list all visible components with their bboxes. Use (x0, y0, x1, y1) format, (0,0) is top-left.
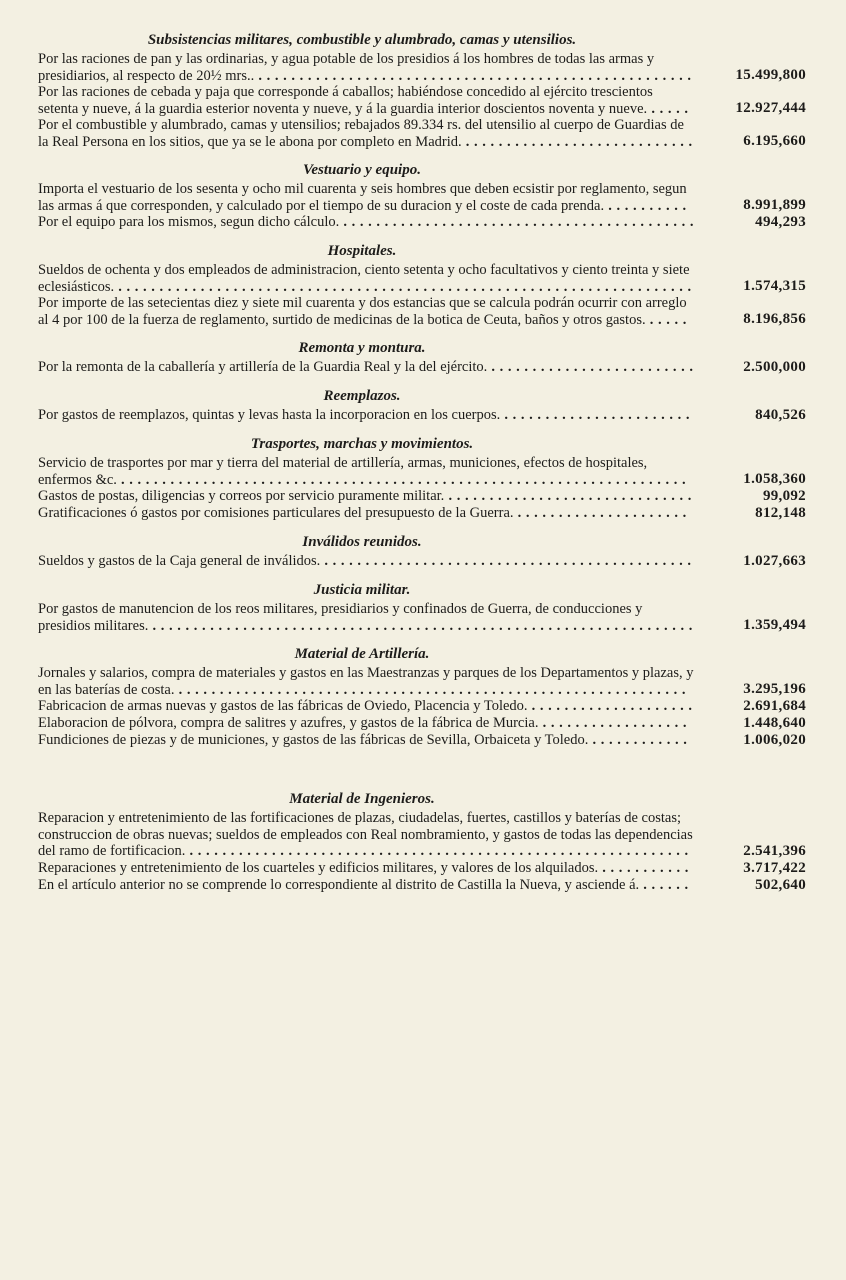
budget-section (38, 160, 806, 231)
budget-section (38, 30, 806, 150)
entry-description: Por gastos de manutencion de los reos militares, presidiarios y confinados de Guerra, de conducciones y presidios militares. . . . (38, 601, 693, 634)
budget-entry (38, 732, 806, 749)
entry-amount: 12.927,444 (735, 100, 806, 117)
entry-amount: 99,092 (762, 488, 806, 505)
section-heading: Vestuario y equipo. (303, 162, 421, 178)
budget-section (38, 532, 806, 570)
entry-text-wrapper (38, 488, 694, 505)
entry-text-wrapper (38, 810, 694, 860)
entry-text-wrapper (38, 505, 694, 522)
budget-entry (38, 84, 806, 117)
entry-text-wrapper (38, 665, 694, 698)
entry-amount: 2.500,000 (743, 359, 806, 376)
entry-text-wrapper (38, 698, 694, 715)
entry-amount: 1.359,494 (743, 617, 806, 634)
entry-amount: 8.991,899 (743, 197, 806, 214)
entry-description: Fabricacion de armas nuevas y gastos de las fábricas de Oviedo, Placencia y Toledo. . . . (38, 698, 693, 715)
budget-section (38, 338, 806, 376)
section-heading: Trasportes, marchas y movimientos. (250, 436, 474, 452)
budget-section (38, 789, 806, 894)
entry-text-wrapper (38, 214, 694, 231)
entry-amount: 15.499,800 (735, 67, 806, 84)
budget-entry (38, 488, 806, 505)
entry-description: Sueldos y gastos de la Caja general de inválidos. . . . (38, 553, 692, 570)
budget-entry (38, 455, 806, 488)
budget-entry (38, 262, 806, 295)
entry-amount: 3.717,422 (743, 860, 806, 877)
section-heading: Material de Artillería. (294, 646, 430, 662)
entry-description: Por el combustible y alumbrado, camas y utensilios; rebajados 89.334 rs. del utensilio al cuerpo de Guardias de la Real Persona en los sitios, que ya se le abona por completo en Madrid. . . . (38, 117, 693, 150)
entry-description: Por el equipo para los mismos, segun dicho cálculo. . . . (38, 214, 694, 231)
entry-text-wrapper (38, 359, 694, 376)
budget-entry (38, 877, 806, 894)
budget-section (38, 434, 806, 522)
entry-description: Por importe de las setecientas diez y siete mil cuarenta y dos estancias que se calcula podrán ocurrir con arreglo al 4 por 100 de la fuerza de reglamento, surtido de medicinas de la botica de Ceuta, baños y otros gastos. . . . (38, 295, 687, 328)
entry-amount: 1.006,020 (743, 732, 806, 749)
section-heading: Justicia militar. (313, 582, 411, 598)
section-heading: Subsistencias militares, combustible y alumbrado, camas y utensilios. (147, 32, 577, 48)
entry-amount: 6.195,660 (743, 133, 806, 150)
entry-amount: 840,526 (755, 407, 806, 424)
budget-entry (38, 810, 806, 860)
entry-description: Por la remonta de la caballería y artillería de la Guardia Real y la del ejército. . . . (38, 359, 694, 376)
entry-amount: 1.058,360 (743, 471, 806, 488)
entry-description: Fundiciones de piezas y de municiones, y gastos de las fábricas de Sevilla, Orbaiceta y Toledo. . . . (38, 732, 687, 749)
entry-description: Elaboracion de pólvora, compra de salitres y azufres, y gastos de la fábrica de Murcia. . . . (38, 715, 687, 732)
entry-amount: 3.295,196 (743, 681, 806, 698)
section-heading: Remonta y montura. (298, 340, 426, 356)
entry-description: Jornales y salarios, compra de materiales y gastos en las Maestranzas y parques de los Departamentos y plazas, y en las baterías de costa. . . . (38, 665, 694, 698)
entry-amount: 1.448,640 (743, 715, 806, 732)
entry-amount: 1.027,663 (743, 553, 806, 570)
entry-description: Reparaciones y entretenimiento de los cuarteles y edificios militares, y valores de los alquilados. . . . (38, 860, 689, 877)
budget-entry (38, 51, 806, 84)
entry-amount: 2.541,396 (743, 843, 806, 860)
entry-text-wrapper (38, 732, 694, 749)
budget-section (38, 644, 806, 749)
entry-description: Importa el vestuario de los sesenta y ocho mil cuarenta y seis hombres que deben ecsistir por reglamento, segun las armas á que corresponden, y calculado por el tiempo de su duracion y el coste de cada prenda. . . . (38, 181, 687, 214)
budget-entry (38, 665, 806, 698)
section-heading: Hospitales. (327, 243, 397, 259)
entry-text-wrapper (38, 553, 694, 570)
entry-text-wrapper (38, 295, 694, 328)
budget-entry (38, 715, 806, 732)
budget-entry (38, 601, 806, 634)
budget-entry (38, 860, 806, 877)
entry-text-wrapper (38, 877, 694, 894)
budget-entry (38, 359, 806, 376)
entry-text-wrapper (38, 181, 694, 214)
entry-description: Por las raciones de pan y las ordinarias, y agua potable de los presidios á los hombres de todas las armas y presidiarios, al respecto de 20½ mrs.. . . . (38, 51, 691, 84)
entry-description: Por las raciones de cebada y paja que corresponde á caballos; habiéndose concedido al ejército trescientos setenta y nueve, á la guardia esterior noventa y nueve, y á la guardia interior doscientos noventa y nueve. . . . (38, 84, 688, 117)
budget-section (38, 580, 806, 634)
entry-description: Servicio de trasportes por mar y tierra del material de artillería, armas, municiones, efectos de hospitales, enfermos &c. . . . (38, 455, 686, 488)
entry-text-wrapper (38, 407, 694, 424)
entry-description: Gratificaciones ó gastos por comisiones particulares del presupuesto de la Guerra. . . . (38, 505, 687, 522)
entry-text-wrapper (38, 117, 694, 150)
entry-amount: 8.196,856 (743, 311, 806, 328)
entry-amount: 2.691,684 (743, 698, 806, 715)
entry-text-wrapper (38, 860, 694, 877)
entry-description: En el artículo anterior no se comprende lo correspondiente al distrito de Castilla la Nueva, y asciende á. . . . (38, 877, 689, 894)
budget-section (38, 241, 806, 328)
budget-entry (38, 181, 806, 214)
budget-entry (38, 214, 806, 231)
entry-description: Gastos de postas, diligencias y correos por servicio puramente militar. . . . (38, 488, 692, 505)
section-gap (38, 759, 806, 789)
entry-description: Reparacion y entretenimiento de las fortificaciones de plazas, ciudadelas, fuertes, castillos y baterías de costas; construccion de obras nuevas; sueldos de empleados con Real nombramiento, y gastos de todas las dependencias del ramo de fortificacion. . . . (38, 810, 693, 860)
budget-entry (38, 407, 806, 424)
entry-amount: 494,293 (755, 214, 806, 231)
entry-text-wrapper (38, 51, 694, 84)
entry-text-wrapper (38, 455, 694, 488)
entry-amount: 812,148 (755, 505, 806, 522)
entry-description: Por gastos de reemplazos, quintas y levas hasta la incorporacion en los cuerpos. . . . (38, 407, 690, 424)
entry-text-wrapper (38, 715, 694, 732)
entry-description: Sueldos de ochenta y dos empleados de administracion, ciento setenta y ocho facultativos y ciento treinta y siete eclesiásticos. . . . (38, 262, 692, 295)
section-heading: Material de Ingenieros. (289, 791, 435, 807)
budget-entry (38, 698, 806, 715)
entry-text-wrapper (38, 601, 694, 634)
entry-text-wrapper (38, 84, 694, 117)
section-heading: Reemplazos. (323, 388, 401, 404)
budget-entry (38, 117, 806, 150)
budget-entry (38, 295, 806, 328)
entry-text-wrapper (38, 262, 694, 295)
entry-amount: 1.574,315 (743, 278, 806, 295)
budget-entry (38, 505, 806, 522)
entry-amount: 502,640 (755, 877, 806, 894)
section-heading: Inválidos reunidos. (302, 534, 422, 550)
budget-entry (38, 553, 806, 570)
budget-section (38, 386, 806, 424)
